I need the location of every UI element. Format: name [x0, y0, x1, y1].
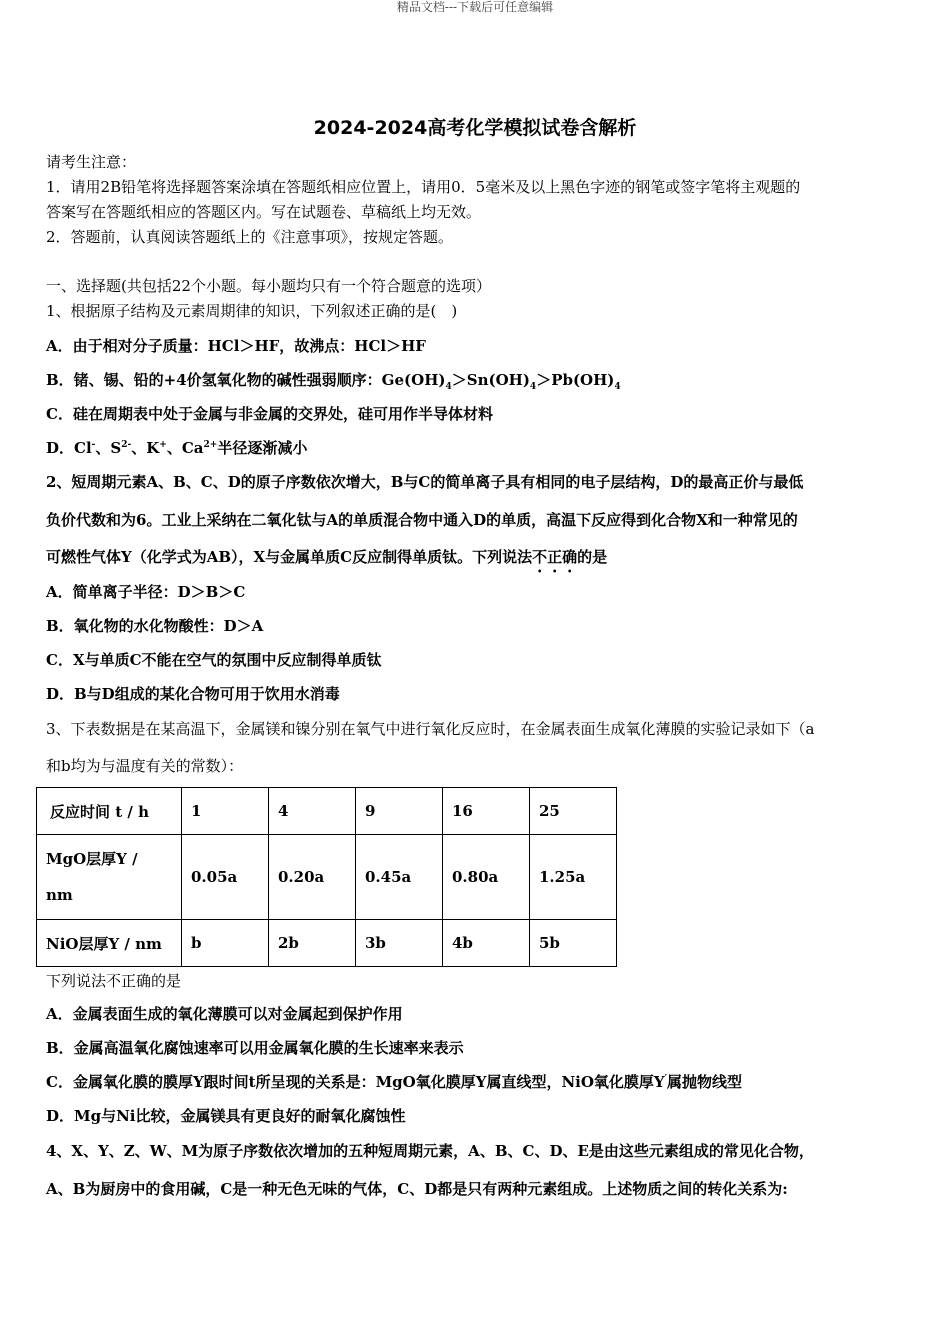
- table-cell: 1.25a: [530, 835, 617, 920]
- table-cell: 3b: [356, 920, 443, 967]
- q3-stem-line-1: 3、下表数据是在某高温下，金属镁和镍分别在氧气中进行氧化反应时，在金属表面生成氧化薄膜的实验记录如下（a: [46, 720, 815, 738]
- q1-option-a: A．由于相对分子质量：HCl＞HF，故沸点：HCl＞HF: [46, 337, 426, 355]
- notice-heading: 请考生注意：: [46, 153, 137, 171]
- q2-option-b: B．氧化物的水化物酸性：D＞A: [46, 617, 264, 635]
- page-header-watermark: 精品文档---下载后可任意编辑: [396, 0, 554, 14]
- page-title: 2024-2024高考化学模拟试卷含解析: [313, 117, 637, 139]
- table-cell: 2b: [269, 920, 356, 967]
- notice-item-2: 2．答题前，认真阅读答题纸上的《注意事项》，按规定答题。: [46, 228, 454, 246]
- q4-stem-line-1: 4、X、Y、Z、W、M为原子序数依次增加的五种短周期元素，A、B、C、D、E是由这些元素组成的常见化合物，: [46, 1142, 814, 1160]
- table-row: [37, 788, 617, 835]
- notice-item-1-cont: 答案写在答题纸相应的答题区内。写在试题卷、草稿纸上均无效。: [46, 203, 482, 221]
- table-cell: 0.20a: [269, 835, 356, 920]
- section-heading: 一、选择题(共包括22个小题。每小题均只有一个符合题意的选项）: [46, 277, 491, 295]
- q2-option-d: D．B与D组成的某化合物可用于饮用水消毒: [46, 685, 340, 703]
- table-cell: 0.05a: [182, 835, 269, 920]
- q1-option-b: B．锗、锡、铅的+4价氢氧化物的碱性强弱顺序：$Ge(OH)_4>Sn(OH)_4>Pb(OH)_4$: [46, 371, 621, 392]
- table-cell: 25: [530, 788, 617, 835]
- q2-stem-line-3: 可燃性气体Y（化学式为AB），X与金属单质C反应制得单质钛。下列说法不正确的是: [46, 548, 608, 566]
- q3-prompt: 下列说法不正确的是: [46, 972, 182, 990]
- table-row: [37, 835, 617, 920]
- q3-option-a: A．金属表面生成的氧化薄膜可以对金属起到保护作用: [46, 1005, 403, 1023]
- table-cell: 5b: [530, 920, 617, 967]
- table-header-nio: NiO层厚Y / nm: [37, 920, 182, 967]
- table-cell: 16: [443, 788, 530, 835]
- notice-item-1: 1．请用2B铅笔将选择题答案涂填在答题纸相应位置上，请用0．5毫米及以上黑色字迹的钢笔或签字笔将主观题的: [46, 178, 801, 196]
- table-cell: 4b: [443, 920, 530, 967]
- q1-option-d: D．Cl-、$S^{2-}$、K+、$Ca^{2+}$半径逐渐减小: [46, 439, 308, 457]
- table-cell: 0.80a: [443, 835, 530, 920]
- table-header-time: 反应时间 t / h: [37, 788, 182, 835]
- q2-option-a: A．简单离子半径：D＞B＞C: [46, 583, 246, 601]
- table-cell: 9: [356, 788, 443, 835]
- table-header-mgo: MgO层厚Y / nm: [37, 835, 182, 920]
- q3-option-d: D．Mg与Ni比较，金属镁具有更良好的耐氧化腐蚀性: [46, 1107, 406, 1125]
- q2-stem-line-1: 2、短周期元素A、B、C、D的原子序数依次增大，B与C的简单离子具有相同的电子层结构，D的最高正价与最低: [46, 473, 804, 491]
- table-cell: 4: [269, 788, 356, 835]
- q4-stem-line-2: A、B为厨房中的食用碱，C是一种无色无味的气体，C、D都是只有两种元素组成。上述物质之间的转化关系为:: [46, 1180, 788, 1198]
- q3-stem-line-2: 和b均为与温度有关的常数）：: [46, 757, 244, 775]
- q1-stem: 1、根据原子结构及元素周期律的知识，下列叙述正确的是( ): [46, 302, 458, 320]
- table-cell: b: [182, 920, 269, 967]
- q3-option-c: C．金属氧化膜的膜厚Y跟时间t所呈现的关系是：MgO氧化膜厚Y属直线型，NiO氧化膜厚Y′属抛物线型: [46, 1073, 743, 1091]
- q3-option-b: B．金属高温氧化腐蚀速率可以用金属氧化膜的生长速率来表示: [46, 1039, 464, 1057]
- q2-option-c: C．X与单质C不能在空气的氛围中反应制得单质钛: [46, 651, 382, 669]
- emphasis-not-correct: 不正确: [532, 548, 578, 566]
- table-cell: 1: [182, 788, 269, 835]
- table-row: [37, 920, 617, 967]
- table-cell: 0.45a: [356, 835, 443, 920]
- q1-option-c: C．硅在周期表中处于金属与非金属的交界处，硅可用作半导体材料: [46, 405, 493, 423]
- oxide-thickness-table: [36, 787, 617, 967]
- q2-stem-line-2: 负价代数和为6。工业上采纳在二氧化钛与A的单质混合物中通入D的单质，高温下反应得到化合物X和一种常见的: [46, 511, 798, 529]
